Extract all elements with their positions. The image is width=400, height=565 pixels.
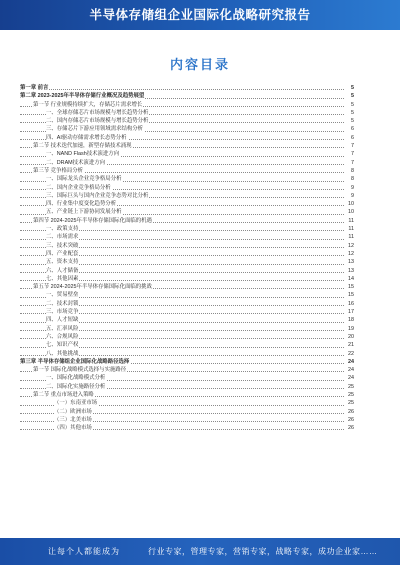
toc-entry[interactable] [20,275,354,283]
toc-entry[interactable] [20,175,354,183]
toc-entry[interactable] [20,84,354,92]
toc-leader-dots [20,89,344,90]
toc-entry-text: 二、DRAM技术演进方向 [46,159,105,166]
toc-entry[interactable] [20,167,354,175]
toc-entry[interactable] [20,242,354,250]
toc-entry-text: 五、产业链上下游协同发展分析 [46,209,122,216]
toc-entry-text: 一、政策支持 [46,226,79,233]
toc-entry[interactable] [20,225,354,233]
toc-entry-text: （一）东南亚市场 [54,400,98,407]
toc-page-number: 10 [348,209,354,216]
toc-entry-text: 三、存储芯片下游应用领域需求结构分析 [46,126,144,133]
toc-entry[interactable] [20,358,354,366]
toc-entry[interactable] [20,408,354,416]
toc-page-number: 7 [351,143,354,150]
toc-entry-text: 一、国际化战略模式分析 [46,375,106,382]
toc-entry-text: 三、市场竞争 [46,309,79,316]
toc-entry[interactable] [20,250,354,258]
toc-entry-text: 第二章 2023-2025年半导体存储行业概况及趋势展望 [20,93,145,100]
toc-page-number: 26 [348,416,354,423]
toc-page-number: 11 [348,226,354,233]
toc-page-number: 11 [348,217,354,224]
toc-entry[interactable] [20,325,354,333]
toc-entry-text: 三、技术突破 [46,242,79,249]
toc-page-number: 22 [348,350,354,357]
toc-page-number: 15 [348,284,354,291]
toc-entry-text: （四）其他市场 [54,425,92,432]
toc-entry[interactable] [20,366,354,374]
toc-page-number: 8 [351,167,354,174]
toc-entry[interactable] [20,291,354,299]
toc-entry-text: 第二节 重点市场进入策略 [33,391,94,398]
toc-page-number: 7 [351,159,354,166]
toc-entry-text: 二、国内存储芯片市场规模与增长趋势分析 [46,118,149,125]
toc-entry[interactable] [20,424,354,432]
toc-page-number: 18 [348,317,354,324]
toc-entry-text: 一、NAND Flash技术演进方向 [46,151,120,158]
toc-page-number: 26 [348,408,354,415]
toc-page-number: 17 [348,309,354,316]
toc-page-number: 24 [348,367,354,374]
toc-page-number: 5 [351,101,354,108]
toc-page-number: 13 [348,259,354,266]
toc-entry-text: 二、国内企业竞争格局分析 [46,184,111,191]
toc-entry[interactable] [20,383,354,391]
toc-entry-text: 第五节 2024-2025年半导体存储国际化面临的挑战 [33,284,152,291]
toc-entry[interactable] [20,416,354,424]
toc-page-number: 20 [348,333,354,340]
footer-bar [0,538,400,565]
toc-page-number: 9 [351,192,354,199]
toc-entry[interactable] [20,267,354,275]
toc-entry[interactable] [20,350,354,358]
toc-entry-text: 二、国际化实施路径分析 [46,383,106,390]
toc-page-number: 25 [348,383,354,390]
toc-entry-text: 二、技术封锁 [46,300,79,307]
toc-entry[interactable] [20,101,354,109]
toc-page-number: 16 [348,300,354,307]
toc-entry-text: 一、全球存储芯片市场规模与增长趋势分析 [46,109,149,116]
toc-entry-text: 六、人才储备 [46,267,79,274]
toc-entry[interactable] [20,150,354,158]
toc-page-number: 12 [348,250,354,257]
toc-entry[interactable] [20,117,354,125]
toc-entry-text: 第一章 前言 [20,85,49,91]
toc-page-number: 13 [348,267,354,274]
toc-entry[interactable] [20,258,354,266]
toc-page-number: 14 [348,275,354,282]
toc-page-number: 7 [351,151,354,158]
toc-entry[interactable] [20,159,354,167]
toc-heading: 内容目录 [169,57,230,72]
toc-entry-text: 第三节 竞争格局分析 [33,167,84,174]
toc-entry-text: 四、行业集中度变化趋势分析 [46,201,117,208]
toc-entry[interactable] [20,300,354,308]
toc-page-number: 24 [348,375,354,382]
toc-page-number: 6 [351,134,354,141]
toc-entry[interactable] [20,200,354,208]
toc-page-number: 6 [351,126,354,133]
toc-page-number: 5 [351,85,354,91]
toc-entry[interactable] [20,391,354,399]
toc-entry[interactable] [20,92,354,100]
toc-entry-text: 一、贸易壁垒 [46,292,79,299]
toc-entry-text: 第四节 2024-2025年半导体存储国际化面临的机遇 [33,217,152,224]
toc-entry[interactable] [20,233,354,241]
toc-entry-text: 六、合规风险 [46,333,79,340]
toc-page-number: 8 [351,176,354,183]
toc-entry-text: （三）北美市场 [54,416,92,423]
toc-page-number: 12 [348,242,354,249]
toc-page-number: 26 [348,425,354,432]
toc-entry-text: 五、资本支持 [46,259,79,266]
toc-entry-text: 五、汇率风险 [46,325,79,332]
toc-entry[interactable] [20,308,354,316]
toc-entry[interactable] [20,184,354,192]
toc-page-number: 9 [351,184,354,191]
toc-entry-text: 第一节 国际化战略模式选择与实施路径 [33,367,127,374]
toc-entry[interactable] [20,283,354,291]
toc-page-number: 15 [348,292,354,299]
toc-entry[interactable] [20,125,354,133]
toc-entry[interactable] [20,208,354,216]
toc-entry[interactable] [20,192,354,200]
toc-entry-text: 八、其他挑战 [46,350,79,357]
toc-entry-text: 四、人才短缺 [46,317,79,324]
toc-page-number: 5 [351,109,354,116]
toc-entry-text: 四、AI驱动存储需求增长态势分析 [46,134,127,141]
toc-page-number: 10 [348,201,354,208]
toc-page-number: 11 [348,234,354,241]
toc-entry[interactable] [20,316,354,324]
toc-entry[interactable] [20,333,354,341]
toc-page-number: 25 [348,400,354,407]
toc-entry-text: 二、市场需求 [46,234,79,241]
toc-page-number: 19 [348,325,354,332]
toc-entry[interactable] [20,134,354,142]
toc-entry[interactable] [20,399,354,407]
toc-entry[interactable] [20,374,354,382]
toc-page-number: 5 [351,118,354,125]
toc-entry[interactable] [20,142,354,150]
header-bar [0,0,400,30]
toc-entry[interactable] [20,341,354,349]
toc-entry-text: 七、知识产权 [46,342,79,349]
toc-entry-text: 四、产业配套 [46,250,79,257]
toc-entry[interactable] [20,109,354,117]
table-of-contents [20,84,354,432]
toc-page-number: 21 [348,342,354,349]
toc-entry-text: 第一节 行业规模持续扩大，存储芯片需求增长 [33,101,143,108]
toc-entry-text: 三、国际巨头与国内企业竞争态势对比分析 [46,192,149,199]
toc-page-number: 5 [351,93,354,100]
footer-slogan: 让每个人都能成为 [48,547,120,556]
toc-entry-text: 七、其他因素 [46,275,79,282]
toc-entry-text: （二）欧洲市场 [54,408,92,415]
toc-entry-text: 第二节 技术迭代加速，新型存储技术涌现 [33,143,132,150]
footer-tagline: 行业专家，管理专家，营销专家，战略专家，成功企业家…… [148,547,378,556]
toc-entry-text: 第三章 半导体存储组企业国际化战略路径选择 [20,358,130,365]
report-title: 半导体存储组企业国际化战略研究报告 [89,8,311,22]
toc-page-number: 25 [348,391,354,398]
toc-entry-text: 一、国际龙头企业竞争格局分析 [46,176,122,183]
toc-page-number: 24 [348,358,354,365]
toc-entry[interactable] [20,217,354,225]
